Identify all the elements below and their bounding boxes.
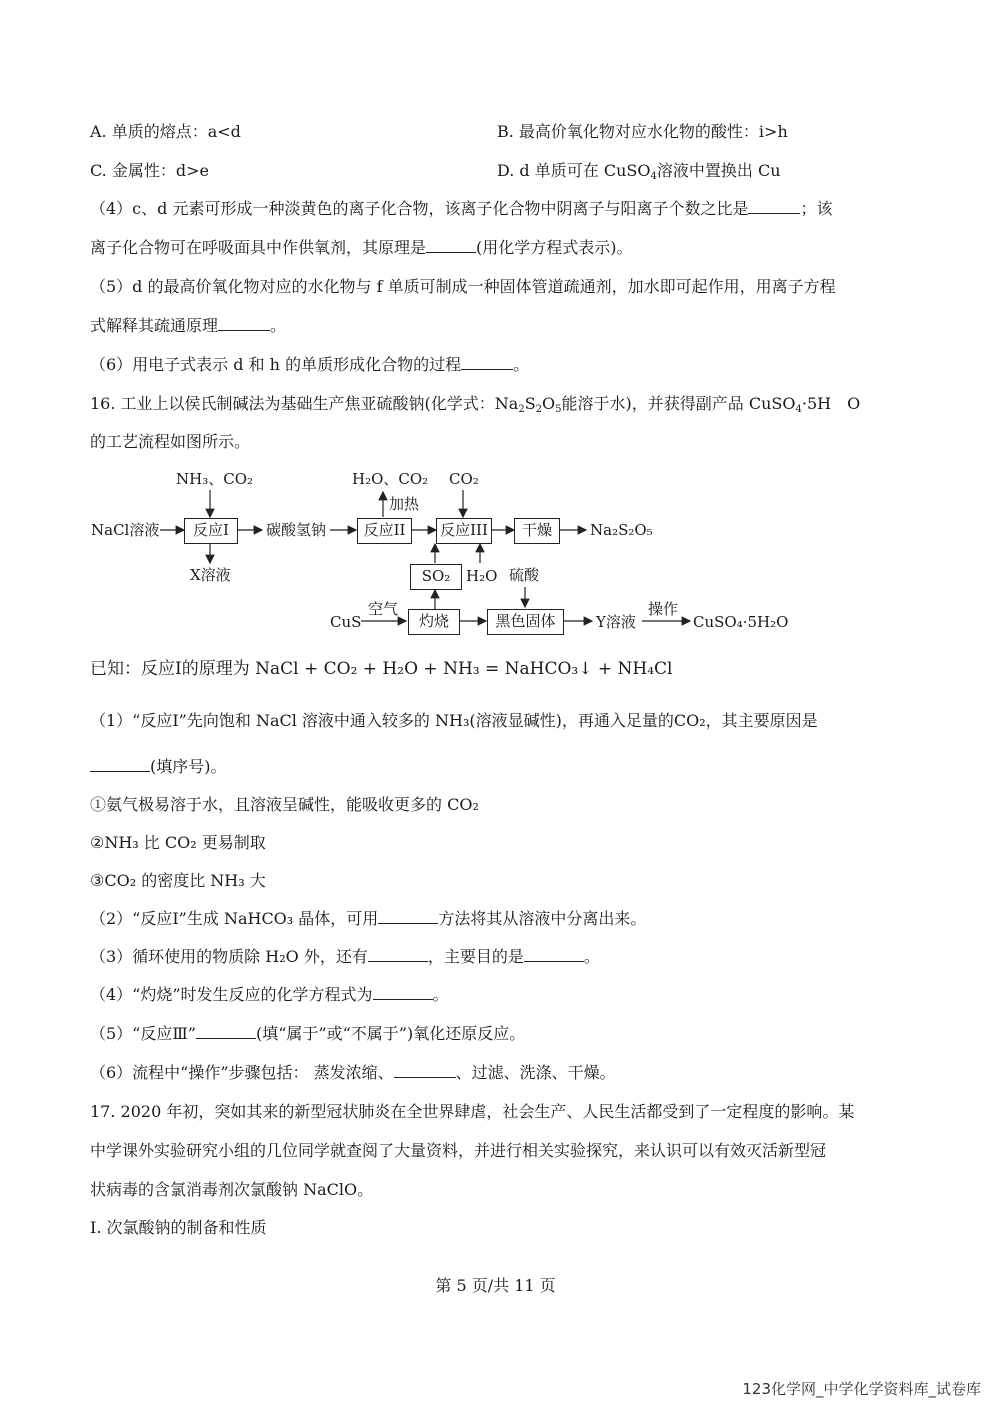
q16-q1-line2: (填序号)。 xyxy=(90,757,227,777)
flow-cuso4: CuSO₄·5H₂O xyxy=(693,613,789,631)
flow-h2o-co2: H₂O、CO₂ xyxy=(352,470,429,488)
flow-co2: CO₂ xyxy=(449,470,479,488)
q16-q1-line1: （1）“反应Ⅰ”先向饱和 NaCl 溶液中通入较多的 NH₃(溶液显碱性)，再通入足量的CO₂，其主要原因是 xyxy=(90,711,818,730)
flow-box-burn: 灼烧 xyxy=(408,609,460,635)
flow-box-dry: 干燥 xyxy=(514,518,560,544)
answer-blank[interactable] xyxy=(524,947,584,962)
q16-option2: ②NH₃ 比 CO₂ 更易制取 xyxy=(90,833,266,852)
flow-nh3-co2: NH₃、CO₂ xyxy=(176,470,254,488)
flow-nahco3: 碳酸氢钠 xyxy=(266,521,327,539)
flow-y-solution: Y溶液 xyxy=(596,613,636,631)
q16-option1: ①氨气极易溶于水，且溶液呈碱性，能吸收更多的 CO₂ xyxy=(90,795,479,814)
q16-intro: 16. 工业上以侯氏制碱法为基础生产焦亚硫酸钠(化学式：$Na_2S_2O_5$能溶于水)，并获得副产品 CuSO$_4$·5H O xyxy=(90,394,861,415)
flow-x-solution: X溶液 xyxy=(190,566,231,584)
answer-blank[interactable] xyxy=(90,757,150,772)
answer-blank[interactable] xyxy=(373,985,433,1000)
flow-sulfuric-acid: 硫酸 xyxy=(509,566,540,584)
q17-line2: 中学课外实验研究小组的几位同学就查阅了大量资料，并进行相关实验探究，来认识可以有效灭活新型冠 xyxy=(90,1141,827,1160)
flow-box-black-solid: 黑色固体 xyxy=(487,609,564,635)
flow-heat: 加热 xyxy=(389,495,420,513)
q16-q6: （6）流程中“操作”步骤包括： 蒸发浓缩、 、过滤、洗涤、干燥。 xyxy=(90,1063,616,1082)
answer-blank[interactable] xyxy=(394,1063,456,1078)
q15-part5-line1: （5）d 的最高价氧化物对应的水化物与 f 单质可制成一种固体管道疏通剂，加水即可起作用，用离子方程 xyxy=(90,277,836,296)
flow-product: Na₂S₂O₅ xyxy=(590,521,653,539)
flow-box-reaction2: 反应II xyxy=(357,518,412,544)
q15-part5-line2: 式解释其疏通原理 。 xyxy=(90,316,287,335)
watermark: 123化学网_中学化学资料库_试卷库 xyxy=(742,1380,981,1398)
q15-part4-line1: （4）c、d 元素可形成一种淡黄色的离子化合物，该离子化合物中阴离子与阳离子个数之比是 ；该 xyxy=(90,199,833,218)
q16-option3: ③CO₂ 的密度比 NH₃ 大 xyxy=(90,871,266,890)
flow-box-reaction1: 反应I xyxy=(184,518,238,544)
flow-nacl: NaCl溶液 xyxy=(91,521,160,539)
q16-q2: （2）“反应Ⅰ”生成 NaHCO₃ 晶体，可用 方法将其从溶液中分离出来。 xyxy=(90,909,647,928)
q17-line1: 17. 2020 年初，突如其来的新型冠状肺炎在全世界肆虐，社会生产、人民生活都受到了一定程度的影响。某 xyxy=(90,1102,855,1121)
answer-blank[interactable] xyxy=(378,909,438,924)
q17-section-heading: I. 次氯酸钠的制备和性质 xyxy=(90,1218,267,1237)
q16-q5: （5）“反应Ⅲ” (填“属于”或“不属于”)氧化还原反应。 xyxy=(90,1024,526,1043)
option-a: A. 单质的熔点：a<d xyxy=(90,122,241,141)
q15-part4-line2: 离子化合物可在呼吸面具中作供氧剂，其原理是 (用化学方程式表示)。 xyxy=(90,238,633,257)
option-c: C. 金属性：d>e xyxy=(90,161,209,180)
q16-intro-line2: 的工艺流程如图所示。 xyxy=(90,432,251,451)
flow-box-reaction3: 反应III xyxy=(436,518,492,544)
q17-line3: 状病毒的含氯消毒剂次氯酸钠 NaClO。 xyxy=(90,1180,374,1199)
q16-known: 已知：反应Ⅰ的原理为 NaCl + CO₂ + H₂O + NH₃ = NaHCO₃↓ + NH₄Cl xyxy=(90,659,673,679)
q16-q4: （4）“灼烧”时发生反应的化学方程式为 。 xyxy=(90,985,449,1004)
page-number: 第 5 页/共 11 页 xyxy=(435,1276,556,1295)
q16-q3: （3）循环使用的物质除 H₂O 外，还有 ，主要目的是 。 xyxy=(90,947,600,966)
answer-blank[interactable] xyxy=(196,1024,256,1039)
q15-part6: （6）用电子式表示 d 和 h 的单质形成化合物的过程 。 xyxy=(90,355,530,374)
option-d: D. d 单质可在 CuSO$_4$溶液中置换出 Cu xyxy=(497,161,781,182)
flow-air: 空气 xyxy=(368,600,399,618)
option-b: B. 最高价氧化物对应水化物的酸性：i>h xyxy=(497,122,788,141)
flow-box-so2: SO₂ xyxy=(410,564,462,590)
flow-cus: CuS xyxy=(330,613,362,631)
flow-arrows xyxy=(0,0,991,660)
flow-h2o: H₂O xyxy=(466,567,498,585)
flow-operation: 操作 xyxy=(648,600,679,618)
answer-blank[interactable] xyxy=(368,947,428,962)
